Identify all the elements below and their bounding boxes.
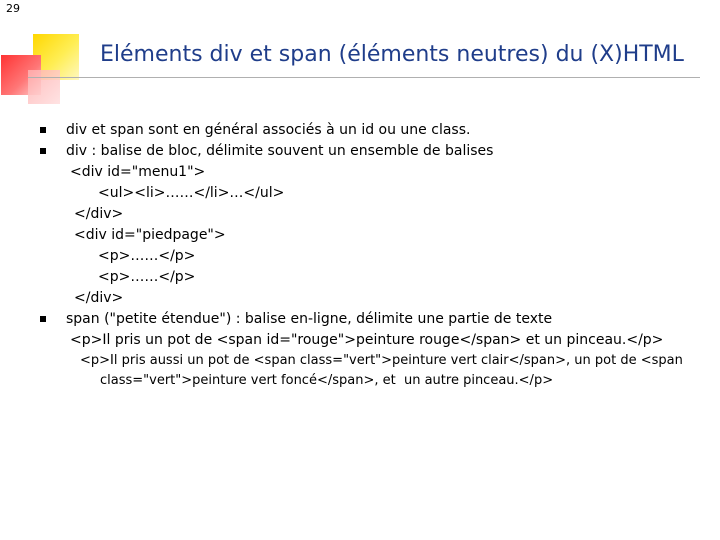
bullet-square-icon xyxy=(40,316,46,322)
code-line: <p>Il pris aussi un pot de <span class="vert">peinture vert clair</span>, un pot de <span xyxy=(80,353,683,368)
code-line: class="vert">peinture vert foncé</span>, et un autre pinceau.</p> xyxy=(100,373,554,388)
bullet-item xyxy=(40,141,710,162)
bullet-text: div : balise de bloc, délimite souvent un ensemble de balises xyxy=(66,143,494,159)
decorative-pink-square xyxy=(28,70,60,104)
bullet-item xyxy=(40,120,710,141)
bullet-square-icon xyxy=(40,127,46,133)
title-underline xyxy=(28,77,700,78)
code-line: <p>Il pris un pot de <span id="rouge">peinture rouge</span> et un pinceau.</p> xyxy=(70,332,664,348)
bullet-square-icon xyxy=(40,148,46,154)
code-line: <p>……</p> xyxy=(98,248,196,264)
code-line: </div> xyxy=(74,206,124,222)
bullet-item xyxy=(40,309,710,330)
bullet-text: span ("petite étendue") : balise en-ligne, délimite une partie de texte xyxy=(66,311,553,327)
code-line: <div id="menu1"> xyxy=(70,164,206,180)
bullet-text: div et span sont en général associés à un id ou une class. xyxy=(66,122,471,138)
code-line: <p>……</p> xyxy=(98,269,196,285)
slide-title: Eléments div et span (éléments neutres) du (X)HTML xyxy=(100,42,684,67)
slide-content xyxy=(40,120,710,391)
code-line: </div> xyxy=(74,290,124,306)
page-number: 29 xyxy=(6,2,20,15)
code-line: <ul><li>……</li>…</ul> xyxy=(98,185,285,201)
code-line: <div id="piedpage"> xyxy=(74,227,226,243)
